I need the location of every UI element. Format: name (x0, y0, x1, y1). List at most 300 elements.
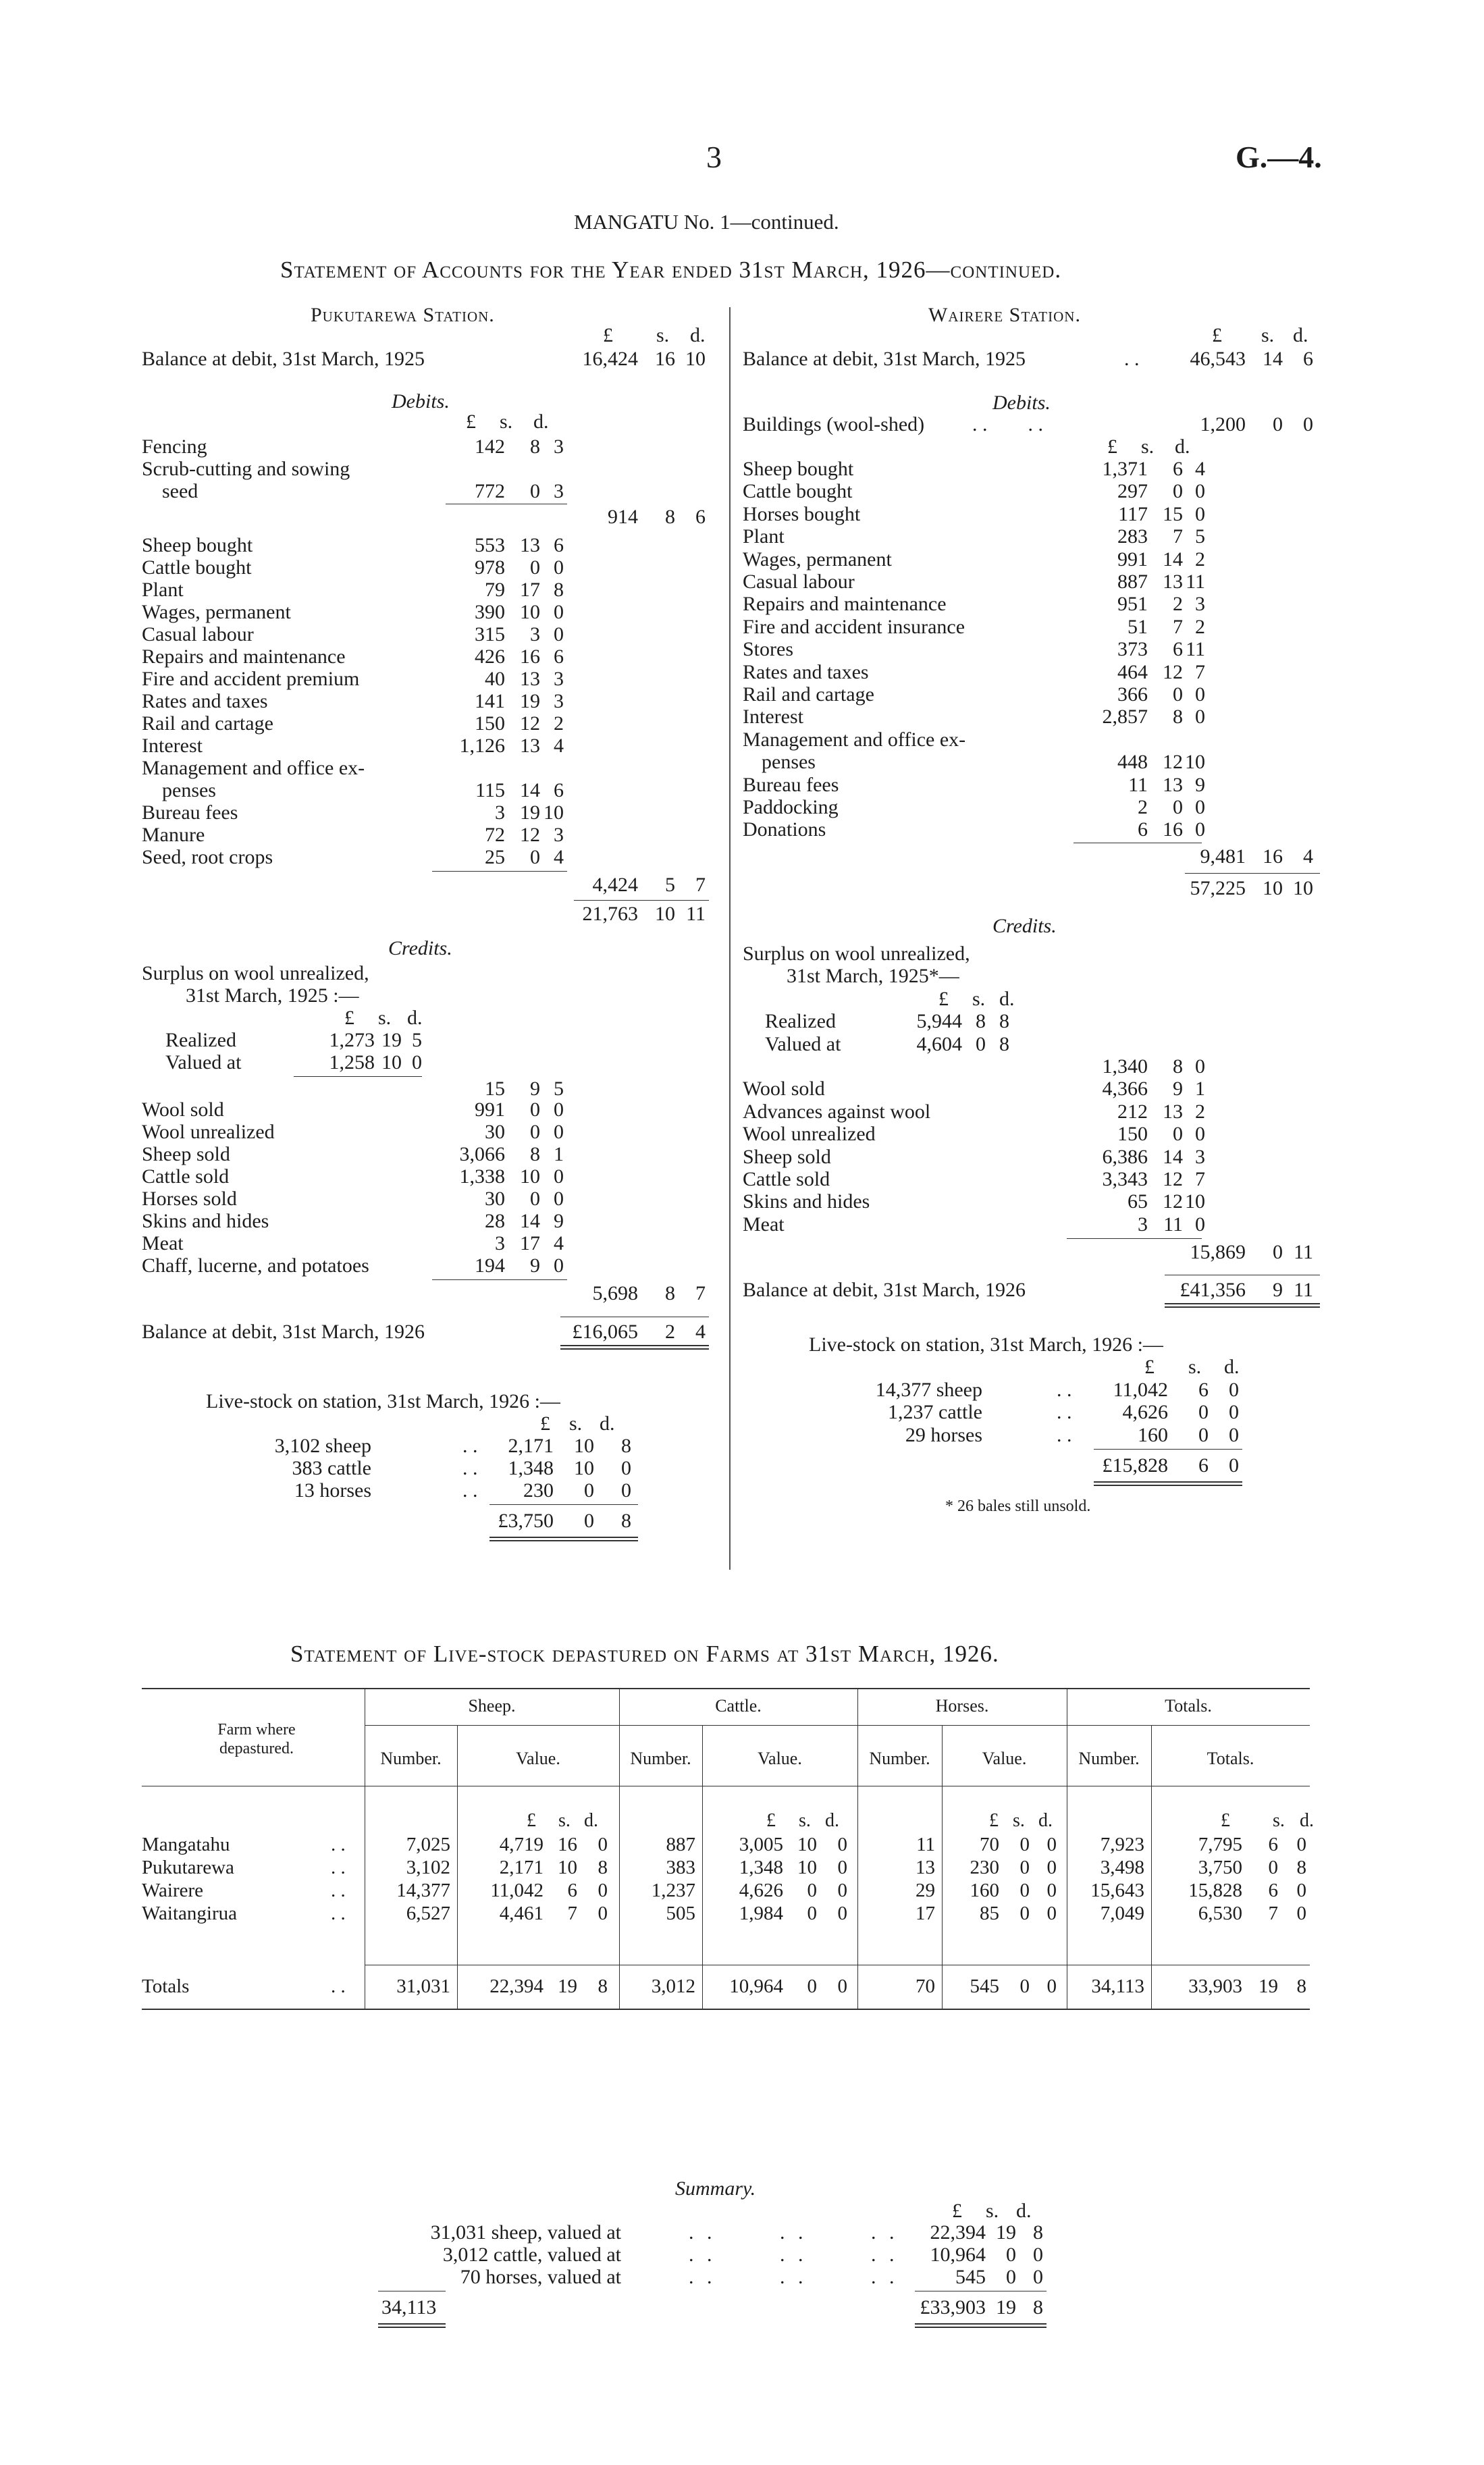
leader-dots: . . (331, 1880, 346, 1901)
debit-pence: 10 (544, 801, 564, 824)
closing-rule (560, 1348, 709, 1350)
debit-shillings: 7 (1173, 615, 1183, 638)
currency-pence-head: d. (1293, 324, 1308, 346)
summary-value-pence: 0 (1033, 2244, 1043, 2266)
credit-label: Chaff, lucerne, and potatoes (142, 1254, 369, 1277)
credit-pounds: 65 (1128, 1190, 1148, 1213)
livestock-total-pence: 8 (621, 1510, 631, 1532)
credit-label: Advances against wool (743, 1100, 931, 1123)
currency-pound-head: £ (1144, 1356, 1155, 1379)
debit-label: Scrub-cutting and sowing (142, 458, 350, 480)
horses-value-shillings: 0 (1019, 1976, 1030, 1997)
leader-dots: . . (331, 1857, 346, 1878)
credit-pounds: 3,066 (459, 1143, 505, 1165)
cattle-number: 3,012 (651, 1976, 695, 1997)
credit-pounds: 3,343 (1102, 1168, 1148, 1190)
sheep-value-pence: 0 (598, 1834, 608, 1855)
debit-label: Manure (142, 824, 205, 846)
total-shillings: 10 (655, 903, 675, 925)
cattle-value-pence: 0 (837, 1903, 847, 1924)
currency-pence-head: d. (407, 1007, 423, 1029)
sheep-value-shillings: 10 (558, 1857, 577, 1878)
horses-number: 29 (916, 1880, 935, 1901)
leader-dots: . . (331, 1834, 346, 1855)
group-header: Sheep. (468, 1696, 516, 1716)
surplus-row-shillings: 8 (976, 1010, 986, 1033)
debit-label: Fire and accident premium (142, 668, 360, 690)
subtotal-pounds: 9,481 (1200, 845, 1246, 868)
horses-value-pounds: 545 (970, 1976, 999, 1997)
opening-balance-pounds: 46,543 (1190, 348, 1246, 370)
debit-shillings: 13 (1163, 571, 1183, 593)
surplus-row-label: Realized (765, 1010, 836, 1033)
debit-pounds: 315 (475, 623, 505, 645)
credit-pounds: 150 (1117, 1123, 1148, 1146)
debit-label: Donations (743, 818, 826, 841)
leader-dots: . . (1057, 1423, 1072, 1446)
table-row-farm: Wairere (142, 1880, 204, 1901)
debit-label: Repairs and maintenance (743, 593, 947, 616)
debit-pounds: 426 (475, 645, 505, 668)
surplus-label: 31st March, 1925*— (787, 965, 959, 988)
farm-header: Farm where depastured. (217, 1721, 296, 1757)
currency-shilling-head: s. (1188, 1356, 1202, 1379)
debit-label: Cattle bought (743, 480, 853, 503)
livestock-label: 13 horses (294, 1479, 371, 1502)
opening-balance-pounds: 16,424 (582, 348, 638, 370)
sheep-value-pounds: 22,394 (489, 1976, 544, 1997)
credit-shillings: 14 (520, 1210, 540, 1232)
total-number: 34,113 (1091, 1976, 1144, 1997)
debit-shillings: 13 (520, 534, 540, 556)
horses-value-pence: 0 (1046, 1857, 1057, 1878)
livestock-total-rule (1094, 1481, 1242, 1483)
currency-pence-head: d. (999, 987, 1015, 1010)
currency-shilling-head: s. (972, 987, 986, 1010)
table-top-rule (142, 1688, 1310, 1689)
credit-pounds: 194 (475, 1254, 505, 1277)
debit-pounds: 25 (485, 846, 505, 868)
debit-shillings: 14 (1163, 548, 1183, 571)
debit-pence: 4 (1195, 458, 1205, 480)
summary-total-pounds: £33,903 (920, 2296, 986, 2318)
credits-total-pounds: 15,869 (1190, 1241, 1246, 1264)
debit-label: Rail and cartage (142, 712, 273, 735)
sub-header: Number. (630, 1749, 691, 1768)
sheep-value-pounds: 11,042 (490, 1880, 544, 1901)
total-shillings: 10 (1263, 877, 1283, 900)
credit-shillings: 8 (530, 1143, 540, 1165)
credit-pence: 3 (1195, 1145, 1205, 1168)
buildings-label: Buildings (wool-shed) (743, 413, 925, 435)
opening-balance-pence: 10 (685, 348, 706, 370)
sub-header: Number. (1078, 1749, 1140, 1768)
total-value-pounds: 15,828 (1188, 1880, 1242, 1901)
summary-total-pence: 8 (1033, 2296, 1043, 2318)
credit-shillings: 0 (530, 1188, 540, 1210)
debit-shillings: 19 (520, 690, 540, 712)
sub-header: Value. (982, 1749, 1027, 1768)
credit-pence: 2 (1195, 1100, 1205, 1123)
closing-balance-pence: 4 (695, 1321, 706, 1343)
currency-shilling-head: s. (1013, 1810, 1025, 1831)
total-number: 3,498 (1100, 1857, 1144, 1878)
page-number: 3 (706, 140, 722, 174)
debit-shillings: 19 (520, 801, 540, 824)
debit-label: Sheep bought (743, 458, 854, 480)
debit-label: Repairs and maintenance (142, 645, 346, 668)
debit-pounds: 79 (485, 579, 505, 601)
credit-pence: 0 (554, 1254, 564, 1277)
sub-header: Value. (516, 1749, 560, 1768)
subtotal-pence: 6 (695, 506, 706, 528)
total-value-pence: 0 (1296, 1880, 1306, 1901)
livestock-label: 383 cattle (292, 1457, 371, 1479)
currency-pence-head: d. (825, 1810, 839, 1831)
summary-title: Summary. (675, 2177, 756, 2200)
debit-pence: 3 (554, 824, 564, 846)
total-pence: 10 (1293, 877, 1313, 900)
credit-shillings: 12 (1163, 1190, 1183, 1213)
leader-dots: . . (462, 1435, 478, 1457)
total-value-pence: 8 (1296, 1976, 1306, 1997)
livestock-shillings: 10 (574, 1457, 594, 1479)
debit-pence: 0 (554, 601, 564, 623)
subtitle: MANGATU No. 1—continued. (574, 210, 839, 234)
closing-rule (1165, 1303, 1320, 1304)
currency-pence-head: d. (1175, 435, 1190, 458)
total-value-shillings: 7 (1268, 1903, 1278, 1924)
table-header-rule (365, 1725, 1310, 1726)
credit-pounds: 1,338 (459, 1165, 505, 1188)
total-value-pounds: 6,530 (1198, 1903, 1242, 1924)
surplus-row-label: Realized (165, 1029, 236, 1051)
surplus-net-pence: 0 (1195, 1055, 1205, 1078)
leader-dots: . . . . . . (689, 2221, 899, 2244)
livestock-table-title: Statement of Live-stock depastured on Farms at 31st March, 1926. (290, 1641, 999, 1667)
debit-shillings: 13 (520, 735, 540, 757)
debit-pence: 11 (1186, 571, 1205, 593)
surplus-label: Surplus on wool unrealized, (142, 962, 369, 984)
surplus-label: 31st March, 1925 :— (186, 984, 359, 1007)
debit-pence: 3 (554, 480, 564, 502)
debit-pence: 2 (1195, 615, 1205, 638)
livestock-pounds: 11,042 (1113, 1378, 1168, 1401)
horses-value-pence: 0 (1046, 1880, 1057, 1901)
credit-shillings: 0 (1173, 1123, 1183, 1146)
cattle-value-shillings: 10 (797, 1857, 817, 1878)
livestock-pence: 8 (621, 1435, 631, 1457)
table-row-farm: Pukutarewa (142, 1857, 234, 1878)
opening-balance-pence: 6 (1303, 348, 1313, 370)
table-column-rule (619, 1688, 620, 2009)
livestock-total-shillings: 6 (1198, 1454, 1209, 1477)
subtotal-pence: 4 (1303, 845, 1313, 868)
credit-label: Sheep sold (142, 1143, 230, 1165)
credits-heading: Credits. (388, 937, 452, 959)
closing-balance-pounds: £41,356 (1180, 1278, 1246, 1301)
summary-value-pounds: 545 (955, 2266, 986, 2288)
leader-dots: . . (462, 1457, 478, 1479)
debit-pounds: 978 (475, 556, 505, 579)
sheep-value-shillings: 7 (567, 1903, 577, 1924)
closing-balance-shillings: 2 (665, 1321, 675, 1343)
subtotal-rule (432, 1279, 567, 1280)
horses-value-pounds: 160 (970, 1880, 999, 1901)
surplus-row-pence: 8 (999, 1010, 1009, 1033)
debit-pounds: 2,857 (1102, 706, 1148, 728)
credits-heading: Credits. (992, 914, 1057, 937)
table-row-farm: Waitangirua (142, 1903, 237, 1924)
debit-label: Management and office ex- (743, 728, 966, 751)
horses-value-shillings: 0 (1019, 1903, 1030, 1924)
cattle-number: 887 (666, 1834, 695, 1855)
total-number: 7,049 (1100, 1903, 1144, 1924)
leader-dots: . . . . . . (689, 2244, 899, 2266)
debit-pence: 0 (1195, 796, 1205, 818)
debit-shillings: 12 (1163, 751, 1183, 774)
cattle-value-shillings: 10 (797, 1834, 817, 1855)
credit-pounds: 3 (495, 1232, 505, 1254)
debit-pounds: 991 (1117, 548, 1148, 571)
livestock-pounds: 1,348 (508, 1457, 554, 1479)
credit-label: Wool unrealized (142, 1121, 275, 1143)
cattle-value-pounds: 1,348 (739, 1857, 783, 1878)
debit-pence: 0 (1195, 818, 1205, 841)
debit-label: Horses bought (743, 502, 861, 525)
credits-total-pence: 7 (695, 1282, 706, 1304)
currency-pound-head: £ (603, 324, 613, 346)
currency-pence-head: d. (690, 324, 706, 346)
opening-balance-label: Balance at debit, 31st March, 1925 (743, 348, 1026, 370)
livestock-label: 3,102 sheep (274, 1435, 371, 1457)
livestock-rule (1094, 1449, 1242, 1450)
debit-pounds: 772 (475, 480, 505, 502)
debit-pounds: 553 (475, 534, 505, 556)
credit-pounds: 30 (485, 1188, 505, 1210)
closing-balance-label: Balance at debit, 31st March, 1926 (743, 1278, 1026, 1301)
surplus-row-shillings: 19 (381, 1029, 402, 1051)
sheep-value-pence: 8 (598, 1976, 608, 1997)
pukutarewa-title: Pukutarewa Station. (311, 304, 495, 326)
opening-balance-shillings: 14 (1263, 348, 1283, 370)
credit-pence: 0 (1195, 1123, 1205, 1146)
opening-balance-label: Balance at debit, 31st March, 1925 (142, 348, 425, 370)
sheep-number: 14,377 (396, 1880, 450, 1901)
credit-label: Wool sold (743, 1078, 825, 1101)
debit-shillings: 14 (520, 779, 540, 801)
credits-total-shillings: 0 (1273, 1241, 1283, 1264)
subtotal-pounds: 4,424 (592, 874, 638, 896)
credit-pence: 9 (554, 1210, 564, 1232)
currency-shilling-head: s. (558, 1810, 571, 1831)
debit-pounds: 6 (1138, 818, 1148, 841)
debit-pounds: 115 (475, 779, 505, 801)
debit-pence: 6 (554, 779, 564, 801)
sub-header: Totals. (1207, 1749, 1254, 1768)
credit-label: Cattle sold (142, 1165, 230, 1188)
currency-pence-head: d. (584, 1810, 598, 1831)
livestock-pence: 0 (621, 1479, 631, 1502)
debit-shillings: 8 (530, 435, 540, 458)
debit-shillings: 13 (520, 668, 540, 690)
table-bottom-rule (142, 2009, 1310, 2010)
leader-dots: . . . . (972, 413, 1043, 435)
total-value-pence: 0 (1296, 1903, 1306, 1924)
livestock-pounds: 2,171 (508, 1435, 554, 1457)
debit-label: Seed, root crops (142, 846, 273, 868)
closing-balance-pence: 11 (1294, 1278, 1313, 1301)
surplus-row-label: Valued at (165, 1051, 242, 1074)
debit-shillings: 3 (530, 623, 540, 645)
debit-pounds: 117 (1118, 502, 1148, 525)
livestock-shillings: 0 (1198, 1423, 1209, 1446)
totals-row-farm: Totals (142, 1976, 190, 1997)
debit-pounds: 887 (1117, 571, 1148, 593)
credits-total-pounds: 5,698 (592, 1282, 638, 1304)
horses-value-shillings: 0 (1019, 1880, 1030, 1901)
sheep-value-pounds: 2,171 (499, 1857, 544, 1878)
livestock-shillings: 0 (584, 1479, 594, 1502)
currency-pound-head: £ (938, 987, 949, 1010)
livestock-label: 1,237 cattle (888, 1401, 982, 1424)
total-rule (1185, 873, 1320, 874)
livestock-total-shillings: 0 (584, 1510, 594, 1532)
debit-pence: 3 (554, 690, 564, 712)
footnote: * 26 bales still unsold. (945, 1497, 1091, 1515)
debit-pounds: 951 (1117, 593, 1148, 616)
credit-pence: 0 (554, 1121, 564, 1143)
sheep-value-pence: 8 (598, 1857, 608, 1878)
debit-label: Rail and cartage (743, 683, 874, 706)
surplus-row-pounds: 1,258 (329, 1051, 375, 1074)
debit-pence: 2 (1195, 548, 1205, 571)
leader-dots: . . (1057, 1378, 1072, 1401)
surplus-net-shillings: 9 (530, 1078, 540, 1100)
sheep-value-shillings: 16 (558, 1834, 577, 1855)
debit-shillings: 8 (1173, 706, 1183, 728)
currency-pound-head: £ (1212, 324, 1222, 346)
currency-pence-head: d. (1038, 1810, 1053, 1831)
livestock-rule (489, 1504, 638, 1505)
livestock-label: 29 horses (905, 1423, 982, 1446)
horses-number: 13 (916, 1857, 935, 1878)
debit-pounds: 40 (485, 668, 505, 690)
summary-total-shillings: 19 (996, 2296, 1016, 2318)
total-value-shillings: 0 (1268, 1857, 1278, 1878)
cattle-value-pounds: 10,964 (729, 1976, 783, 1997)
debit-pence: 0 (1195, 683, 1205, 706)
debit-shillings: 12 (520, 712, 540, 735)
sub-header: Value. (758, 1749, 802, 1768)
livestock-pence: 0 (1229, 1378, 1239, 1401)
subtotal-rule (1067, 1238, 1202, 1239)
horses-value-pounds: 230 (970, 1857, 999, 1878)
sheep-value-pounds: 4,719 (499, 1834, 544, 1855)
cattle-number: 1,237 (651, 1880, 695, 1901)
statement-title: Statement of Accounts for the Year ended 31st March, 1926—continued. (280, 257, 1062, 283)
summary-total-rule (915, 2327, 1046, 2328)
summary-row-label: 3,012 cattle, valued at (442, 2244, 621, 2266)
total-value-pence: 0 (1296, 1834, 1306, 1855)
debit-label: Bureau fees (743, 773, 839, 796)
closing-balance-shillings: 9 (1273, 1278, 1283, 1301)
summary-total-rule (378, 2327, 446, 2328)
surplus-row-pounds: 1,273 (329, 1029, 375, 1051)
credit-shillings: 9 (1173, 1078, 1183, 1101)
closing-balance-pounds: £16,065 (572, 1321, 638, 1343)
credit-shillings: 17 (520, 1232, 540, 1254)
surplus-rule (294, 1076, 422, 1077)
total-number: 15,643 (1090, 1880, 1144, 1901)
livestock-pounds: 160 (1138, 1423, 1168, 1446)
cattle-value-pence: 0 (837, 1880, 847, 1901)
summary-row-label: 31,031 sheep, valued at (430, 2221, 621, 2244)
debit-pence: 3 (554, 435, 564, 458)
debit-label: Fire and accident insurance (743, 615, 965, 638)
horses-value-pence: 0 (1046, 1903, 1057, 1924)
credit-pounds: 991 (475, 1098, 505, 1121)
credit-label: Wool unrealized (743, 1123, 876, 1146)
credit-shillings: 10 (520, 1165, 540, 1188)
credit-pounds: 30 (485, 1121, 505, 1143)
credit-pence: 0 (1195, 1213, 1205, 1236)
debit-pounds: 2 (1138, 796, 1148, 818)
credit-pence: 0 (554, 1188, 564, 1210)
surplus-row-pence: 5 (412, 1029, 422, 1051)
currency-pound-head: £ (527, 1810, 536, 1831)
credit-pence: 7 (1195, 1168, 1205, 1190)
total-rule (574, 900, 709, 901)
livestock-pounds: 230 (523, 1479, 554, 1502)
sheep-value-pence: 0 (598, 1903, 608, 1924)
credit-shillings: 14 (1163, 1145, 1183, 1168)
cattle-number: 383 (666, 1857, 695, 1878)
debit-shillings: 0 (530, 556, 540, 579)
debit-label: Interest (743, 706, 803, 728)
total-number: 7,923 (1100, 1834, 1144, 1855)
debit-pounds: 150 (475, 712, 505, 735)
currency-pound-head: £ (344, 1007, 354, 1029)
debit-pence: 7 (1195, 660, 1205, 683)
debit-pounds: 72 (485, 824, 505, 846)
sheep-value-pence: 0 (598, 1880, 608, 1901)
credit-shillings: 13 (1163, 1100, 1183, 1123)
credit-shillings: 9 (530, 1254, 540, 1277)
currency-shilling-head: s. (1141, 435, 1155, 458)
horses-value-pence: 0 (1046, 1976, 1057, 1997)
credit-shillings: 11 (1163, 1213, 1183, 1236)
credit-pence: 10 (1185, 1190, 1205, 1213)
debit-label: Plant (743, 525, 785, 548)
debit-label: penses (162, 779, 216, 801)
surplus-net-pence: 5 (554, 1078, 564, 1100)
debit-pence: 8 (554, 579, 564, 601)
cattle-value-pence: 0 (837, 1976, 847, 1997)
total-pounds: 21,763 (582, 903, 638, 925)
summary-value-pounds: 10,964 (930, 2244, 986, 2266)
debit-label: Stores (743, 638, 793, 661)
sheep-value-pounds: 4,461 (499, 1903, 544, 1924)
credit-pounds: 4,366 (1102, 1078, 1148, 1101)
credit-pounds: 28 (485, 1210, 505, 1232)
credit-pence: 1 (1195, 1078, 1205, 1101)
credit-label: Cattle sold (743, 1168, 830, 1190)
debit-pounds: 366 (1117, 683, 1148, 706)
livestock-pence: 0 (621, 1457, 631, 1479)
debit-label: seed (162, 480, 198, 502)
debit-pounds: 142 (475, 435, 505, 458)
